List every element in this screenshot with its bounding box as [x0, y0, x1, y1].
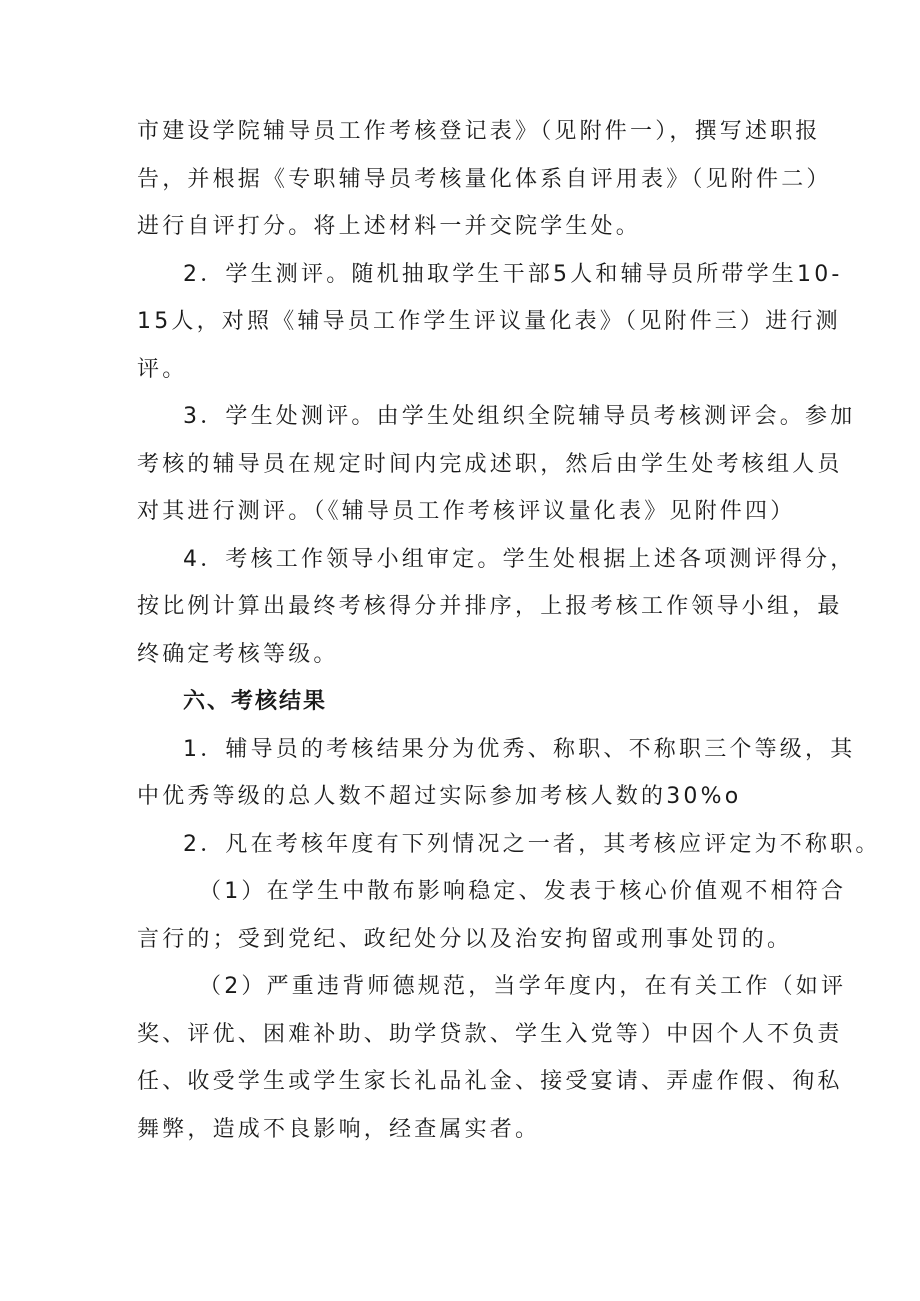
text-line: 终确定考核等级。 — [137, 641, 339, 667]
text-line: 评。 — [137, 356, 188, 382]
text-line: 对其进行测评。（《辅导员工作考核评议量化表》见附件四） — [137, 499, 796, 524]
paragraph-start-line: 2．学生测评。随机抽取学生干部5人和辅导员所带学生10- — [183, 261, 843, 287]
text-line: 15人，对照《辅导员工作学生评议量化表》（见附件三）进行测 — [137, 309, 841, 334]
paragraph-start-line: 2．凡在考核年度有下列情况之一者，其考核应评定为不称职。 — [183, 831, 881, 857]
text-line: 中优秀等级的总人数不超过实际参加考核人数的30%o — [137, 784, 742, 809]
text-line: 考核的辅导员在规定时间内完成述职，然后由学生处考核组人员 — [137, 451, 843, 477]
paragraph-start-line: （1）在学生中散布影响稳定、发表于核心价值观不相符合 — [199, 879, 847, 904]
text-line: 按比例计算出最终考核得分并排序，上报考核工作领导小组，最 — [137, 594, 843, 619]
paragraph-start-line: 4．考核工作领导小组审定。学生处根据上述各项测评得分， — [183, 546, 856, 572]
text-line: 言行的；受到党纪、政纪处分以及治安拘留或刑事处罚的。 — [137, 926, 793, 952]
text-line: 奖、评优、困难补助、助学贷款、学生入党等）中因个人不负责 — [137, 1021, 843, 1047]
section-heading: 六、考核结果 — [183, 689, 328, 714]
paragraph-start-line: 3．学生处测评。由学生处组织全院辅导员考核测评会。参加 — [183, 404, 856, 429]
text-line: 进行自评打分。将上述材料一并交院学生处。 — [137, 214, 642, 239]
text-line: 任、收受学生或学生家长礼品礼金、接受宴请、弄虚作假、徇私 — [137, 1069, 843, 1094]
text-line: 舞弊，造成不良影响，经查属实者。 — [137, 1116, 541, 1142]
paragraph-start-line: （2）严重违背师德规范，当学年度内，在有关工作（如评 — [199, 974, 847, 999]
paragraph-start-line: 1．辅导员的考核结果分为优秀、称职、不称职三个等级，其 — [183, 736, 856, 762]
text-line: 告，并根据《专职辅导员考核量化体系自评用表》（见附件二） — [137, 166, 832, 192]
text-line: 市建设学院辅导员工作考核登记表》（见附件一），撰写述职报 — [137, 119, 821, 144]
